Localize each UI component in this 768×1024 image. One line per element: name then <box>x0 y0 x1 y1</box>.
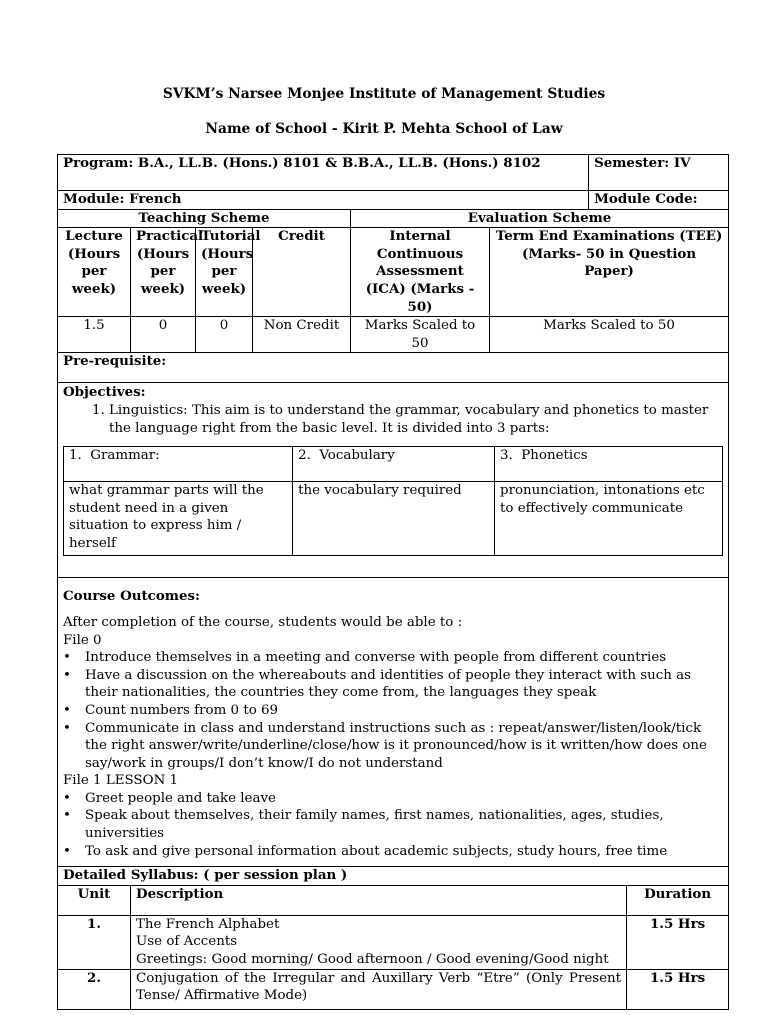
ica-header: Internal Continuous Assessment (ICA) (Marks - 50) <box>351 228 490 317</box>
objective-item: 1. Linguistics: This aim is to understand the grammar, vocabulary and phonetics to master the language right from the basic level. It is divided into 3 parts: <box>109 402 723 437</box>
prerequisite-label: Pre-requisite: <box>58 353 729 383</box>
unit-number: 2. <box>58 969 131 1009</box>
objectives-cell <box>58 383 729 578</box>
outcomes-intro: After completion of the course, students would be able to : <box>63 614 463 630</box>
evaluation-scheme-title: Evaluation Scheme <box>351 209 729 228</box>
syllabus-title-row <box>58 867 729 886</box>
part-desc-grammar: what grammar parts will the student need in a given situation to express him / herself <box>64 482 293 556</box>
objectives-title: Objectives: <box>63 384 146 401</box>
description-line: The French Alphabet <box>136 916 280 932</box>
part-title-vocabulary: 2. Vocabulary <box>293 447 495 482</box>
lecture-header: Lecture (Hours per week) <box>58 228 131 317</box>
module-code-label: Module Code: <box>589 191 729 210</box>
description-header: Description <box>131 885 627 915</box>
module-label: Module: French <box>58 191 589 210</box>
course-document-table <box>57 154 729 1010</box>
unit-description <box>131 915 627 969</box>
outcomes-row <box>58 578 729 867</box>
tee-header: Term End Examinations (TEE) (Marks- 50 in Question Paper) <box>490 228 729 317</box>
practical-value: 0 <box>131 317 196 353</box>
tee-value: Marks Scaled to 50 <box>490 317 729 353</box>
file0-outcomes-list <box>63 649 723 772</box>
unit-description <box>131 969 627 1009</box>
outcome-item: • Greet people and take leave <box>85 790 723 808</box>
outcome-item: • Speak about themselves, their family names, first names, nationalities, ages, studies, universities <box>85 807 723 842</box>
module-row <box>58 191 729 210</box>
objectives-list <box>63 402 723 437</box>
outcome-item: • Introduce themselves in a meeting and converse with people from different countries <box>85 649 723 667</box>
outcome-item: • Communicate in class and understand instructions such as : repeat/answer/listen/look/tick the right answer/write/underline/close/how is it pronounced/how is it written/how does one say/work in groups/I don’t know/I do not understand <box>85 720 723 773</box>
lecture-value: 1.5 <box>58 317 131 353</box>
program-label: Program: B.A., LL.B. (Hons.) 8101 & B.B.A., LL.B. (Hons.) 8102 <box>58 155 589 191</box>
part-desc-vocabulary: the vocabulary required <box>293 482 495 556</box>
scheme-values-row <box>58 317 729 353</box>
part-desc-phonetics: pronunciation, intonations etc to effectively communicate <box>495 482 723 556</box>
scheme-headers-row <box>58 228 729 317</box>
objectives-row <box>58 383 729 578</box>
unit-duration: 1.5 Hrs <box>627 915 729 969</box>
scheme-titles-row <box>58 209 729 228</box>
practical-header: Practical (Hours per week) <box>131 228 196 317</box>
credit-value: Non Credit <box>253 317 351 353</box>
prerequisite-row <box>58 353 729 383</box>
file0-label: File 0 <box>63 632 102 648</box>
parts-title-row <box>64 447 723 482</box>
teaching-scheme-title: Teaching Scheme <box>58 209 351 228</box>
program-row <box>58 155 729 191</box>
syllabus-title: Detailed Syllabus: ( per session plan ) <box>58 867 729 886</box>
outcome-item: • Have a discussion on the whereabouts and identities of people they interact with such as their nationalities, the countries they come from, the languages they speak <box>85 667 723 702</box>
outcome-item: • To ask and give personal information about academic subjects, study hours, free time <box>85 843 723 861</box>
file1-label: File 1 LESSON 1 <box>63 773 179 789</box>
ica-value: Marks Scaled to 50 <box>351 317 490 353</box>
syllabus-row-2 <box>58 969 729 1009</box>
school-title: Name of School - Kirit P. Mehta School of Law <box>205 121 563 137</box>
part-title-phonetics: 3. Phonetics <box>495 447 723 482</box>
outcomes-title: Course Outcomes: <box>63 588 200 605</box>
parts-desc-row <box>64 482 723 556</box>
unit-number: 1. <box>58 915 131 969</box>
tutorial-value: 0 <box>196 317 253 353</box>
outcomes-cell <box>58 578 729 867</box>
syllabus-row-1 <box>58 915 729 969</box>
outcome-item: • Count numbers from 0 to 69 <box>85 702 723 720</box>
description-line: Conjugation of the Irregular and Auxillary Verb “Etre” (Only Present Tense/ Affirmative Mode) <box>136 970 622 1004</box>
part-title-grammar: 1. Grammar: <box>64 447 293 482</box>
syllabus-header-row <box>58 885 729 915</box>
objective-parts-table <box>63 446 723 556</box>
tutorial-header: Tutorial (Hours per week) <box>196 228 253 317</box>
unit-duration: 1.5 Hrs <box>627 969 729 1009</box>
file1-outcomes-list <box>63 790 723 860</box>
unit-header: Unit <box>58 885 131 915</box>
institute-title: SVKM’s Narsee Monjee Institute of Management Studies <box>162 86 606 102</box>
duration-header: Duration <box>627 885 729 915</box>
semester-label: Semester: IV <box>589 155 729 191</box>
description-line: Use of Accents <box>136 934 238 950</box>
credit-header: Credit <box>253 228 351 317</box>
description-line: Greetings: Good morning/ Good afternoon / Good evening/Good night <box>136 952 609 968</box>
